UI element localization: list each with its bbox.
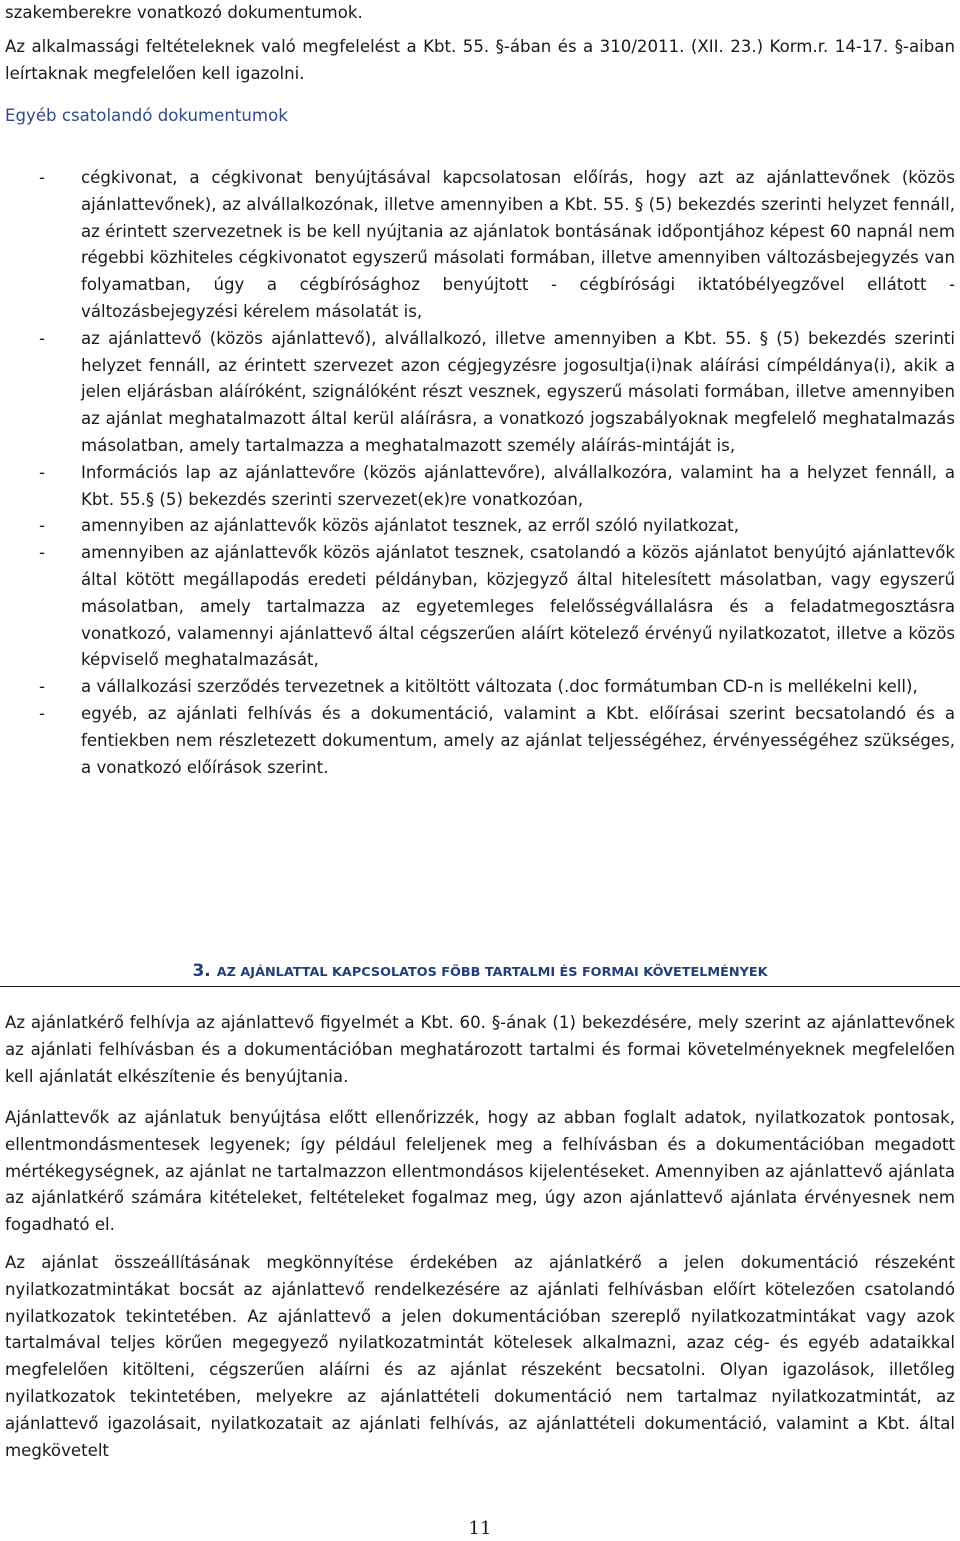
section-heading: [0, 956, 960, 987]
section-title: AZ AJÁNLATTAL KAPCSOLATOS FŐBB TARTALMI ÉS FORMAI KÖVETELMÉNYEK: [216, 965, 768, 980]
section-title-other-docs: Egyéb csatolandó dokumentumok: [5, 106, 288, 125]
paragraph-compliance: Az alkalmassági feltételeknek való megfelelést a Kbt. 55. §-ában és a 310/2011. (XII. 23.) Korm.r. 14-17. §-aiban leírtaknak megfelelően kell igazolni.: [5, 37, 955, 83]
list-item: - amennyiben az ajánlattevők közös ajánlatot tesznek, csatolandó a közös ajánlatot benyújtó ajánlattevők által kötött megállapodás eredeti példányban, közjegyző által hitelesített másolatban, vagy egyszerű másolatban, amely tartalmazza az egyetemleges felelősségvállalásra és a feladatmegosztásra vonatkozó, valamennyi ajánlattevő által cégszerűen aláírt kötelező érvényű nyilatkozatot, illetve a közös képviselő meghatalmazását,: [5, 540, 955, 674]
paragraph: Az ajánlatkérő felhívja az ajánlattevő figyelmét a Kbt. 60. §-ának (1) bekezdésére, mely szerint az ajánlattevőnek az ajánlati felhívásban és a dokumentációban meghatározott tartalmi és formai követelményeknek megfelelően kell ajánlatát elkészítenie és benyújtania.: [5, 1013, 955, 1086]
paragraph: Ajánlattevők az ajánlatuk benyújtása előtt ellenőrizzék, hogy az abban foglalt adatok, nyilatkozatok pontosak, ellentmondásmentesek legyenek; így például feleljenek meg a felhívásban és a dokumentációban megadott mértékegységnek, az ajánlat ne tartalmazzon ellentmondásos kijelentéseket. Amennyiben az ajánlattevő ajánlata az ajánlatkérő számára kitételeket, feltételeket fogalmaz meg, úgy azon ajánlattevő ajánlata érvényesnek nem fogadható el.: [5, 1108, 955, 1235]
page-number: 11: [468, 1518, 492, 1539]
section-number: 3.: [192, 961, 211, 981]
text-line: szakemberekre vonatkozó dokumentumok.: [5, 3, 363, 22]
other-docs-list: [5, 165, 955, 781]
list-item: - az ajánlattevő (közös ajánlattevő), alvállalkozó, illetve amennyiben a Kbt. 55. § (5) bekezdés szerinti helyzet fennáll, az érintett szervezet azon cégjegyzésre jogosultja(i)nak aláírási címpéldánya(i), akik a jelen eljárásban aláíróként, szignálóként részt vesznek, egyszerű másolati formában, illetve amennyiben az ajánlat meghatalmazott által kerül aláírásra, a vonatkozó jogszabályoknak megfelelő meghatalmazás másolatban, amely tartalmazza a meghatalmazott személy aláírás-mintáját is,: [5, 326, 955, 460]
list-item: - egyéb, az ajánlati felhívás és a dokumentáció, valamint a Kbt. előírásai szerint becsatolandó és a fentiekben nem részletezett dokumentum, amely az ajánlat teljességéhez, érvényességéhez szükséges, a vonatkozó előírások szerint.: [5, 701, 955, 781]
paragraph: Az ajánlat összeállításának megkönnyítése érdekében az ajánlatkérő a jelen dokumentáció részeként nyilatkozatmintákat bocsát az ajánlattevő rendelkezésére az ajánlati felhívásban előírt kötelezően csatolandó nyilatkozatok tekintetében. Az ajánlattevő a jelen dokumentációban szereplő nyilatkozatmintákat vagy azok tartalmával teljes körűen megegyező nyilatkozatmintát kötelesek alkalmazni, azaz cég- és egyéb adataikkal megfelelően kitölteni, cégszerűen aláírni és az ajánlat részeként becsatolni. Olyan igazolások, illetőleg nyilatkozatok tekintetében, melyekre az ajánlattételi dokumentáció nem tartalmaz nyilatkozatmintát, az ajánlattevő igazolásait, nyilatkozatait az ajánlati felhívás, az ajánlattételi dokumentáció, valamint a Kbt. által megkövetelt: [5, 1253, 955, 1460]
list-item: - Információs lap az ajánlattevőre (közös ajánlattevőre), alvállalkozóra, valamint ha a helyzet fennáll, a Kbt. 55.§ (5) bekezdés szerinti szervezet(ek)re vonatkozóan,: [5, 460, 955, 514]
list-item: - a vállalkozási szerződés tervezetnek a kitöltött változata (.doc formátumban CD-n is mellékelni kell),: [5, 674, 955, 701]
list-item: - amennyiben az ajánlattevők közös ajánlatot tesznek, az erről szóló nyilatkozat,: [5, 513, 955, 540]
list-item: - cégkivonat, a cégkivonat benyújtásával kapcsolatosan előírás, hogy azt az ajánlattevőnek (közös ajánlattevőnek), az alvállalkozónak, illetve amennyiben a Kbt. 55. § (5) bekezdés szerinti helyzet fennáll, az érintett szervezetnek is be kell nyújtania az ajánlatok bontásának időpontjához képest 60 napnál nem régebbi közhiteles cégkivonatot egyszerű másolati formában, illetve amennyiben változásbejegyzés van folyamatban, úgy a cégbírósághoz benyújtott - cégbírósági iktatóbélyegzővel ellátott - változásbejegyzési kérelem másolatát is,: [5, 165, 955, 326]
